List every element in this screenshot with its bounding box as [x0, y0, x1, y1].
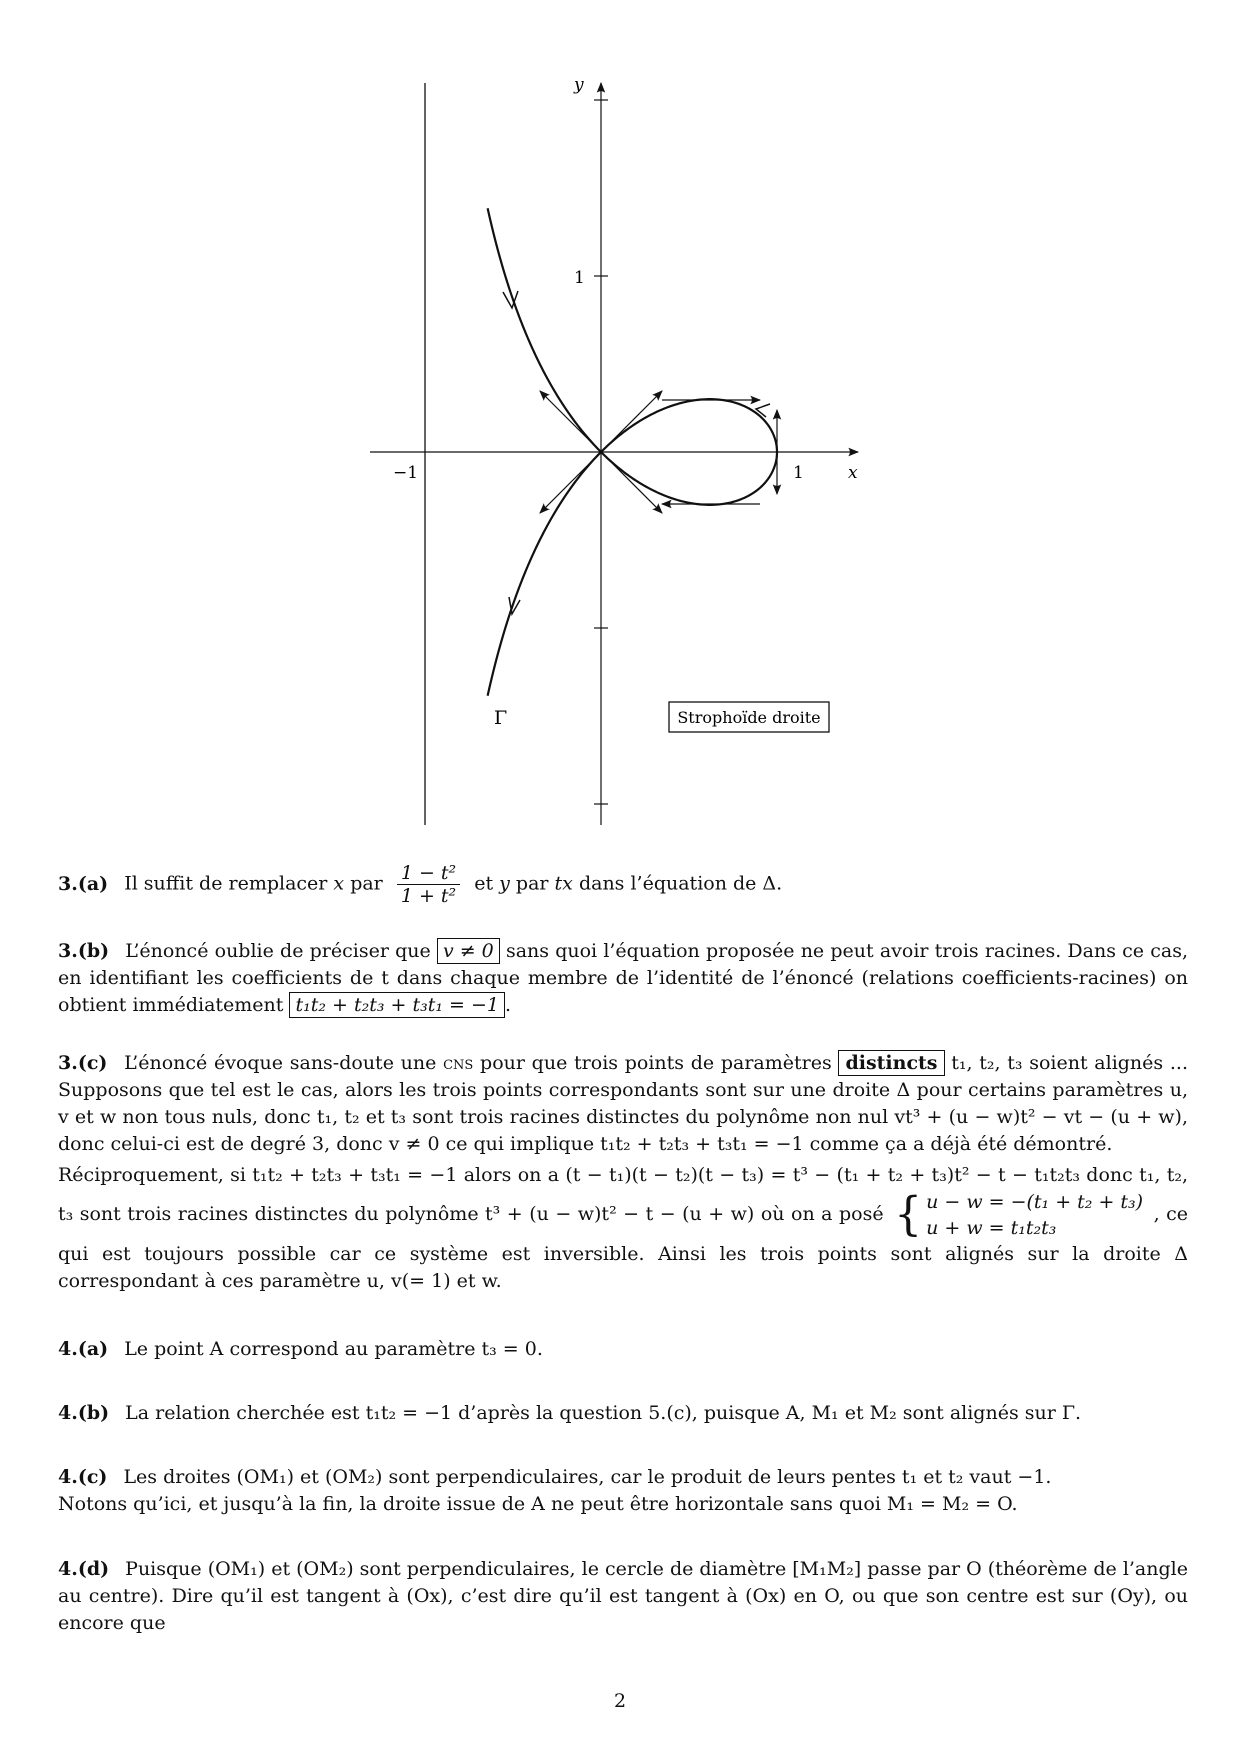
tangent-vector [540, 391, 601, 452]
section-4d [58, 1556, 1188, 1637]
question-number: 4.(d) [58, 1558, 110, 1580]
text: t₁, t₂, t₃ soient alignés ... Supposons que tel est le cas, alors les trois points correspondants sont sur une droite Δ pour certains paramètres u, v et w non tous nuls, donc t₁, t₂ et t₃ sont trois racines distinctes du polynôme non nul vt³ + (u − w)t² − vt − (u + w), donc celui-ci est de degré 3, donc v ≠ 0 ce qui implique t₁t₂ + t₂t₃ + t₃t₁ = −1 comme ça a déjà été démontré. [58, 1052, 1188, 1155]
text: Puisque (OM₁) et (OM₂) sont perpendiculaires, le cercle de diamètre [M₁M₂] passe par O (théorème de l’angle au centre). Dire qu’il est tangent à (Ox), c’est dire qu’il est tangent à (Ox) en O, ou que son centre est sur (Oy), ou encore que [58, 1558, 1188, 1634]
text: , ce qui est toujours possible car ce système est inversible. Ainsi les trois points sont alignés sur la droite Δ correspondant à ces paramètre u, v(= 1) et w. [58, 1203, 1189, 1292]
system-row: u + w = t₁t₂t₃ [926, 1217, 1057, 1239]
text: Il suffit de remplacer [124, 872, 328, 895]
text: Réciproquement, si t₁t₂ + t₂t₃ + t₃t₁ = −1 alors on a (t − t₁)(t − t₂)(t − t₃) = t³ − (t₁ + t₂ + t₃)t² − t − t₁t₂t₃ donc t₁, t₂, t₃ sont trois racines distinctes du polynôme t³ + (u − w)t² − t − (u + w) où on a posé [58, 1164, 1188, 1225]
question-number: 4.(c) [58, 1466, 108, 1488]
question-number: 4.(a) [58, 1338, 109, 1360]
section-4b [58, 1400, 1188, 1427]
fraction-numerator: 1 − t² [397, 862, 460, 885]
text: Notons qu’ici, et jusqu’à la fin, la droite issue de A ne peut être horizontale sans quoi M₁ = M₂ = O. [58, 1493, 1018, 1515]
text: pour que trois points de paramètres [480, 1052, 832, 1074]
equation-system [894, 1189, 1143, 1241]
text: L’énoncé évoque sans-doute une [124, 1052, 437, 1074]
fraction-denominator: 1 + t² [400, 885, 457, 907]
tangent-vector [540, 452, 601, 513]
page-number: 2 [613, 1690, 627, 1712]
text: L’énoncé oublie de préciser que [125, 940, 431, 962]
section-3c-converse [58, 1162, 1188, 1295]
section-3c [58, 1050, 1188, 1158]
text: sans quoi l’équation proposée ne peut avoir trois racines. Dans ce cas, en identifiant les coefficients de t dans chaque membre de l’identité de l’énoncé (relations coefficients-racines) on obtient immédiatement [58, 940, 1188, 1016]
system-row: u − w = −(t₁ + t₂ + t₃) [926, 1191, 1144, 1213]
tangent-vector [601, 391, 662, 452]
section-4a [58, 1336, 1188, 1363]
question-number: 3.(b) [58, 940, 110, 962]
tangent-vector [601, 452, 662, 513]
math: x [333, 872, 345, 895]
y-axis-label: y [574, 75, 584, 95]
text: La relation cherchée est t₁t₂ = −1 d’après la question 5.(c), puisque A, M₁ et M₂ sont alignés sur Γ. [125, 1402, 1082, 1424]
brace: { [894, 1187, 923, 1242]
text: . [504, 994, 512, 1016]
tick-label-xm1: −1 [393, 463, 419, 483]
text: par [515, 872, 549, 895]
question-number: 3.(c) [58, 1052, 108, 1074]
boxed-bold-word: distincts [838, 1050, 944, 1076]
acronym: cns [443, 1052, 474, 1074]
section-3a [58, 862, 1188, 907]
question-number: 4.(b) [58, 1402, 110, 1424]
section-4c [58, 1464, 1188, 1518]
fraction [397, 862, 460, 907]
text: Le point A correspond au paramètre t₃ = 0. [124, 1338, 543, 1360]
section-3b [58, 938, 1188, 1019]
strophoid-figure [0, 0, 1240, 860]
text: par [350, 872, 383, 895]
caption-text: Strophoïde droite [677, 708, 821, 727]
boxed-math: v ≠ 0 [437, 938, 500, 964]
boxed-math: t₁t₂ + t₂t₃ + t₃t₁ = −1 [289, 992, 505, 1018]
text: Les droites (OM₁) et (OM₂) sont perpendiculaires, car le produit de leurs pentes t₁ et t₂ vaut −1. [123, 1466, 1052, 1488]
math: tx [554, 872, 573, 895]
text: dans l’équation de Δ. [578, 872, 783, 895]
text: et [474, 872, 494, 895]
question-number: 3.(a) [58, 872, 109, 895]
x-axis-label: x [848, 463, 858, 483]
curve-label: Γ [494, 707, 508, 729]
tick-label-y1: 1 [574, 268, 585, 288]
tick-label-x1: 1 [793, 463, 804, 483]
math: y [499, 872, 510, 895]
